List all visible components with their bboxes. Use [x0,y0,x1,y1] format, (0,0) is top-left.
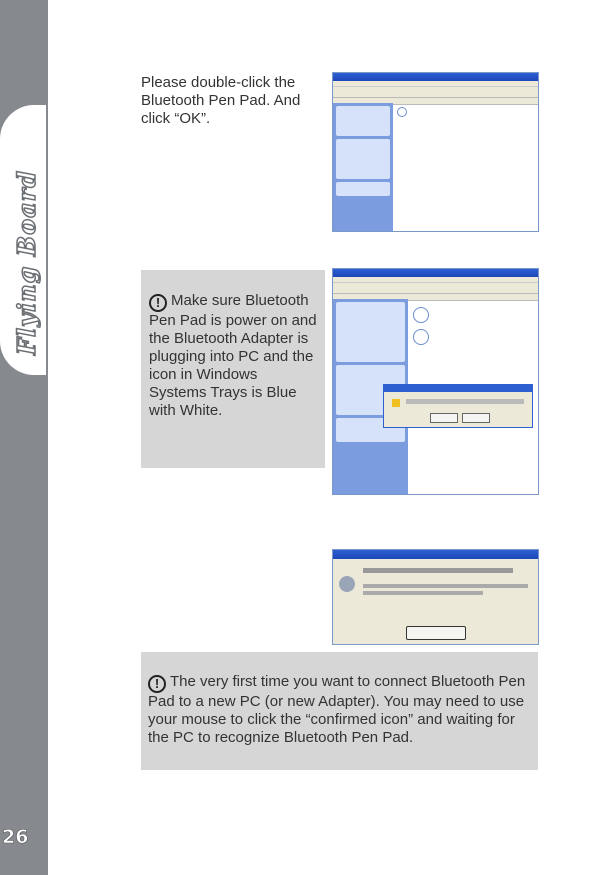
brand-title: Flying Board [12,169,41,355]
note1-text [149,292,319,420]
exclamation-icon: ! [148,675,166,693]
device-icon [413,307,429,323]
note1-content: Make sure Bluetooth Pen Pad is power on and the Bluetooth Adapter is plugging into PC and the icon in Windows Systems Trays is Blue with White. [149,292,317,419]
exclamation-icon: ! [149,294,167,312]
device-icon [413,329,429,345]
note2-text [148,673,536,747]
step1-instruction: Please double-click the Bluetooth Pen Pad. And click “OK”. [141,74,301,127]
page-number: 26 [2,826,29,848]
note2-content: The very first time you want to connect Bluetooth Pen Pad to a new PC (or new Adapter). You may need to use your mouse to click the “confirmed icon” and waiting for the PC to recognize Bluetooth Pen Pad. [148,673,526,746]
device-icon [397,107,407,117]
screenshot-bluetooth-places [332,72,539,232]
screenshot-authorization-dialog [332,549,539,645]
confirm-dialog [383,384,533,428]
confirm-button-image [406,626,466,640]
mouse-icon [339,576,355,592]
screenshot-bluetooth-devices [332,268,539,495]
